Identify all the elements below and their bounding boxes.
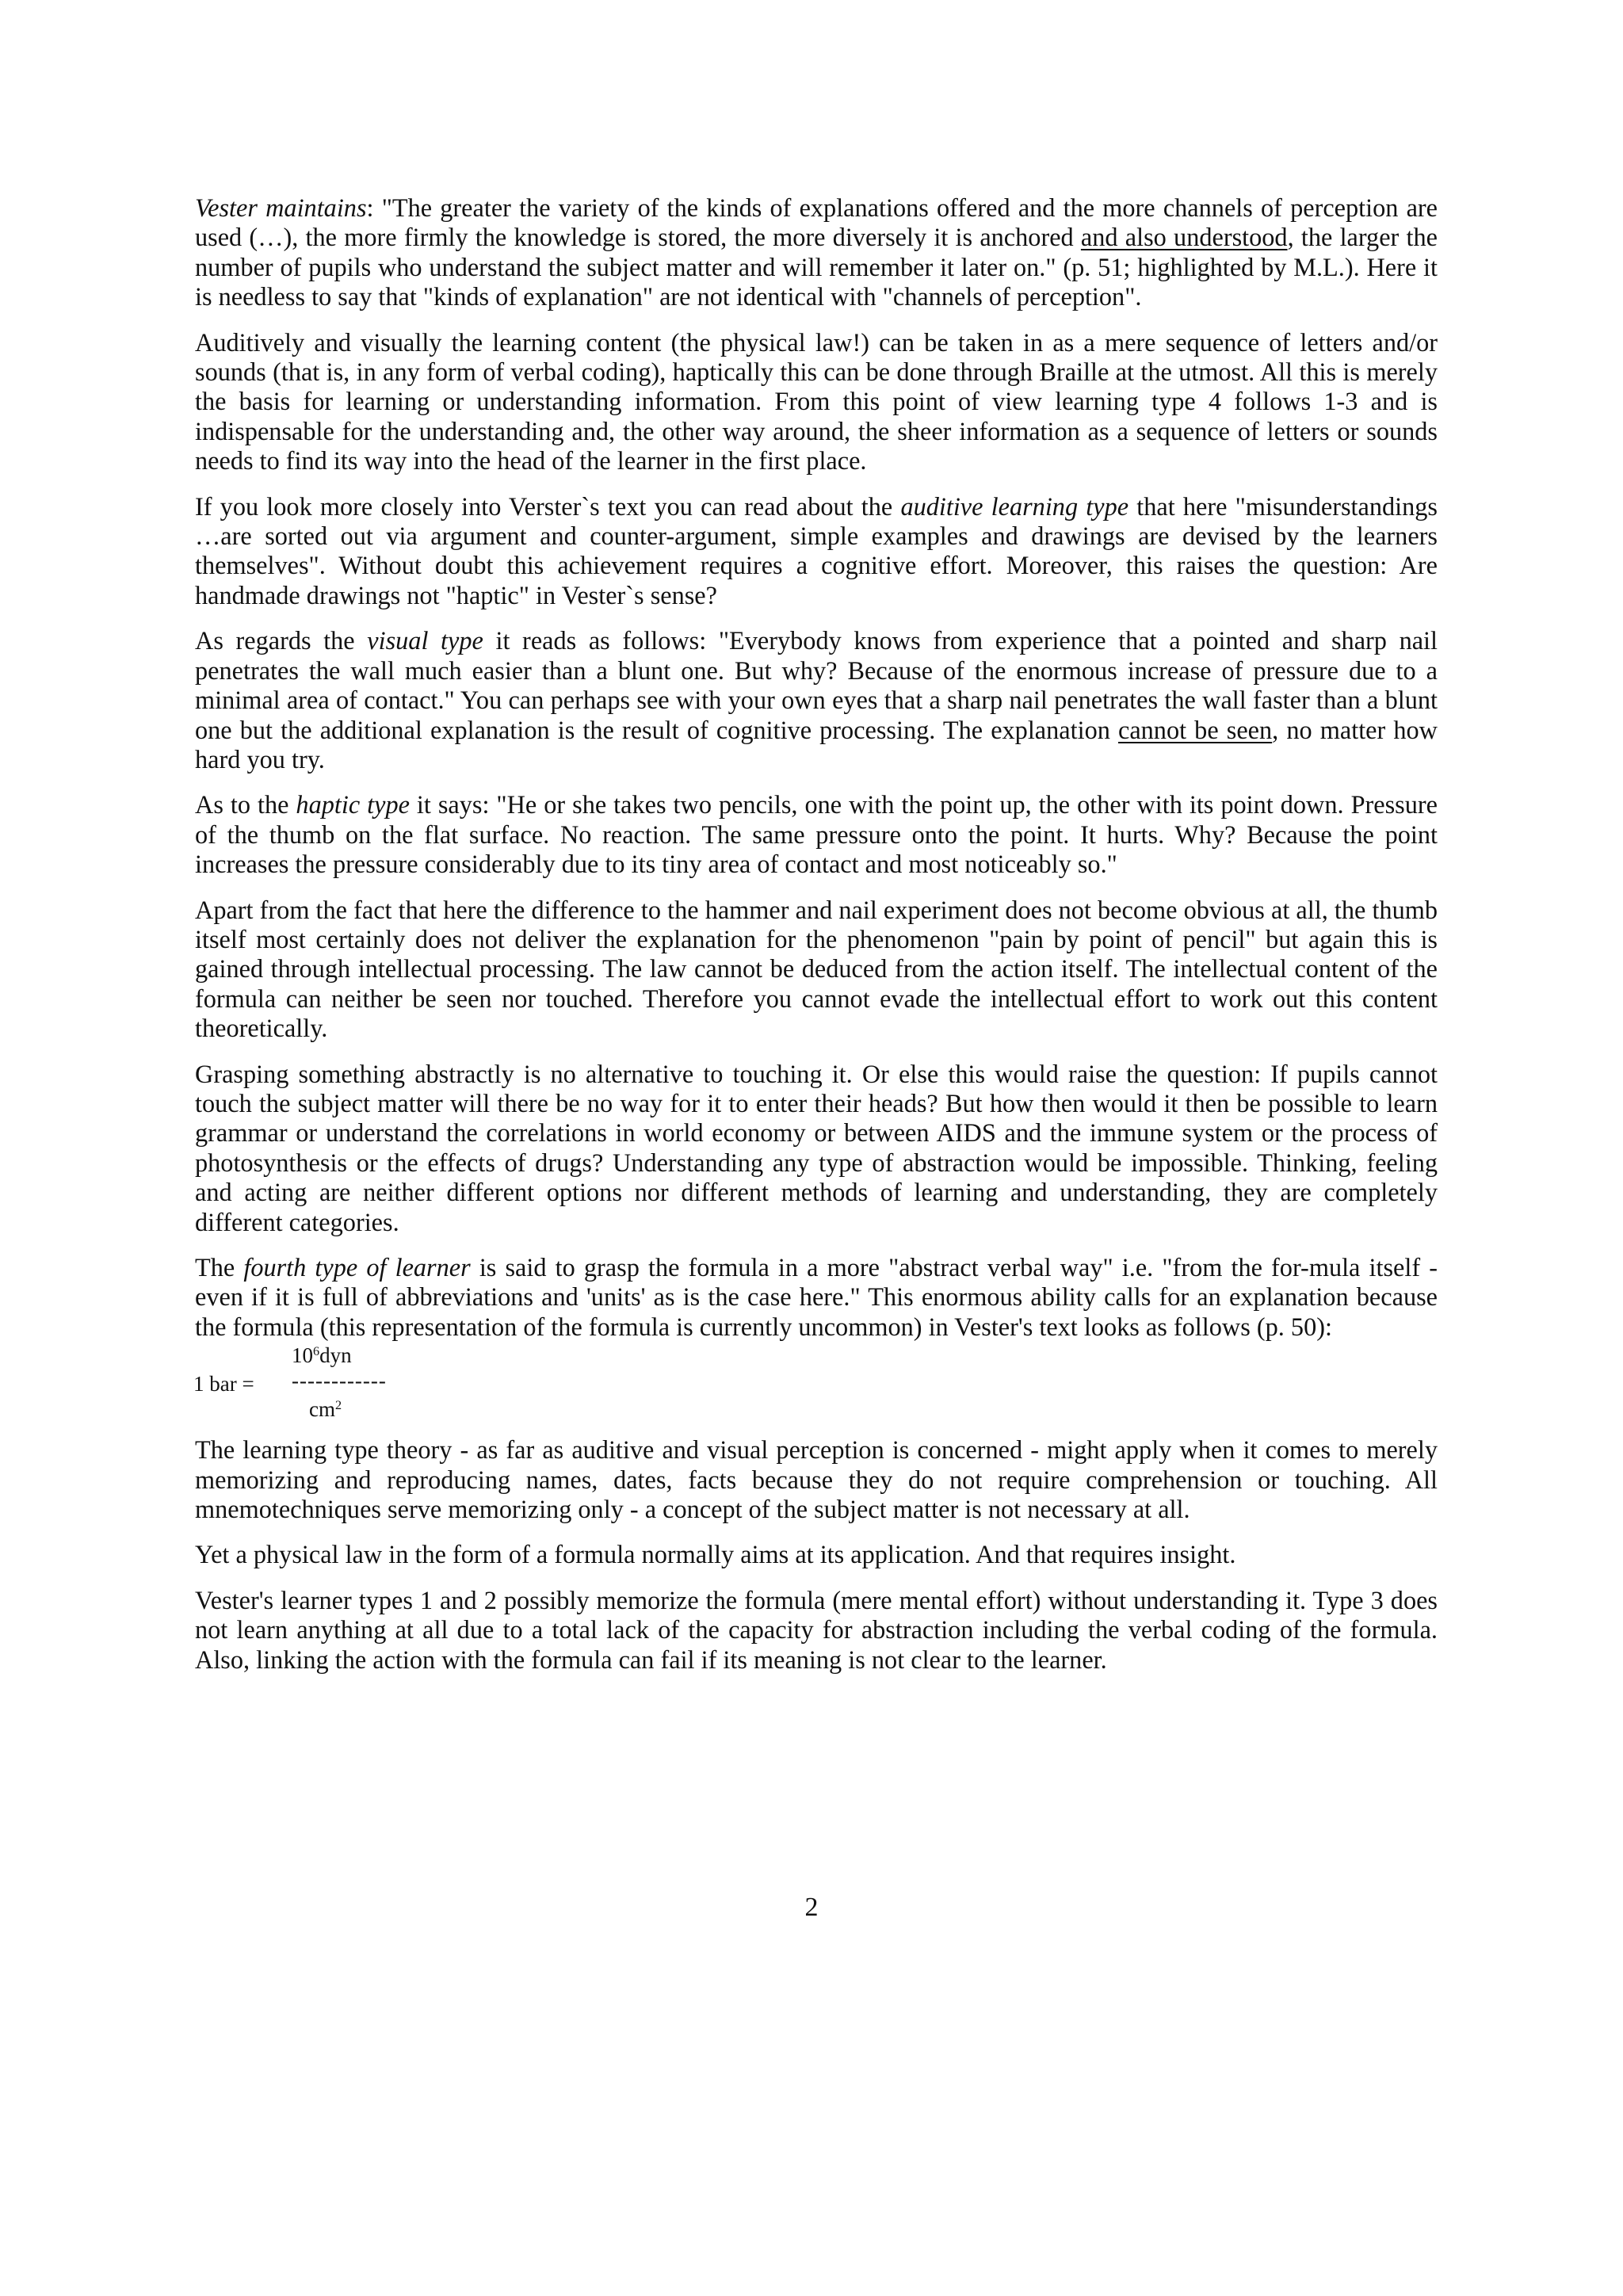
paragraph-physical-law: Yet a physical law in the form of a formula normally aims at its application. And that requires insight. <box>195 1540 1236 1569</box>
paragraph-grasping-abstractly: Grasping something abstractly is no alternative to touching it. Or else this would raise the question: If pupils cannot touch the subject matter will there be no way for it to enter their heads? But how then would it then be possible to learn grammar or understand the correlations in world economy or between AIDS and the immune system or the process of photosynthesis or the effects of drugs? Understanding any type of abstraction would be impossible. Thinking, feeling and acting are neither different options nor different methods of learning and understanding, they are completely different categories. <box>195 1059 1438 1236</box>
emphasis-text: visual type <box>367 626 483 655</box>
paragraph-auditive-type: If you look more closely into Verster`s text you can read about the auditive learning type that here "misunderstandings …are sorted out via argument and counter-argument, simple examples and drawings are devised by the learners themselves". Without doubt this achievement requires a cognitive effort. Moreover, this raises the question: Are handmade drawings not "haptic" in Vester`s sense? <box>195 491 1438 609</box>
formula-denominator: $cm^2$ <box>309 1397 342 1422</box>
formula-numerator: $10^6dyn$ <box>292 1343 352 1368</box>
paragraph-fourth-type: The fourth type of learner is said to grasp the formula in a more "abstract verbal way" i.e. "from the for-mula itself - even if it is full of abbreviations and 'units' as is the case here." This enormous ability calls for an explanation because the formula (this representation of the formula is currently uncommon) in Vester's text looks as follows (p. 50): <box>195 1253 1438 1341</box>
formula-fraction-line: ------------ <box>292 1369 387 1393</box>
underlined-text: cannot be seen <box>1117 715 1273 744</box>
paragraph-hammer-nail: Apart from the fact that here the difference to the hammer and nail experiment does not become obvious at all, the thumb itself most certainly does not deliver the explanation for the phenomenon "pain by point of pencil" but again this is gained through intellectual processing. The law cannot be deduced from the action itself. The intellectual content of the formula can neither be seen nor touched. Therefore you cannot evade the intellectual effort to work out this content theoretically. <box>195 895 1438 1043</box>
paragraph-haptic-type: As to the haptic type it says: "He or she takes two pencils, one with the point up, the other with its point down. Pressure of the thumb on the flat surface. No reaction. The same pressure onto the point. It hurts. Why? Because the point increases the pressure considerably due to its tiny area of contact and most noticeably so." <box>195 790 1438 879</box>
paragraph-auditively-visually: Auditively and visually the learning content (the physical law!) can be taken in as a mere sequence of letters and/or sounds (that is, in any form of verbal coding), haptically this can be done through Braille at the utmost. All this is merely the basis for learning or understanding information. From this point of view learning type 4 follows 1-3 and is indispensable for the understanding and, the other way around, the sheer information as a sequence of letters or sounds needs to find its way into the head of the learner in the first place. <box>195 327 1438 476</box>
paragraph-learner-types: Vester's learner types 1 and 2 possibly memorize the formula (mere mental effort) without understanding it. Type 3 does not learn anything at all due to a total lack of the capacity for abstraction including the verbal coding of the formula. Also, linking the action with the formula can fail if its meaning is not clear to the learner. <box>195 1585 1438 1674</box>
emphasis-text: haptic type <box>296 790 410 819</box>
formula-lhs: 1 bar = <box>193 1372 254 1396</box>
body-text <box>195 193 1438 1690</box>
paragraph-learning-type-theory: The learning type theory - as far as auditive and visual perception is concerned - might apply when it comes to merely memorizing and reproducing names, dates, facts because they do not require comprehension or touching. All mnemotechniques serve memorizing only - a concept of the subject matter is not necessary at all. <box>195 1435 1438 1524</box>
paragraph-vester-maintains: Vester maintains: "The greater the variety of the kinds of explanations offered and the more channels of perception are used (…), the more firmly the knowledge is stored, the more diversely it is anchored and also understood, the larger the number of pupils who understand the subject matter and will remember it later on." (p. 51; highlighted by M.L.). Here it is needless to say that "kinds of explanation" are not identical with "channels of perception". <box>195 193 1438 311</box>
paragraph-visual-type: As regards the visual type it reads as follows: "Everybody knows from experience that a pointed and sharp nail penetrates the wall much easier than a blunt one. But why? Because of the enormous increase of pressure due to a minimal area of contact." You can perhaps see with your own eyes that a sharp nail penetrates the wall faster than a blunt one but the additional explanation is the result of cognitive processing. The explanation cannot be seen, no matter how hard you try. <box>195 626 1438 774</box>
emphasis-text: fourth type of learner <box>243 1253 471 1282</box>
page-number: 2 <box>804 1893 819 1922</box>
underlined-text: and also understood <box>1080 223 1288 252</box>
bar-formula <box>193 1342 1438 1421</box>
emphasis-text: Vester maintains <box>195 193 367 222</box>
emphasis-text: auditive learning type <box>900 491 1129 521</box>
